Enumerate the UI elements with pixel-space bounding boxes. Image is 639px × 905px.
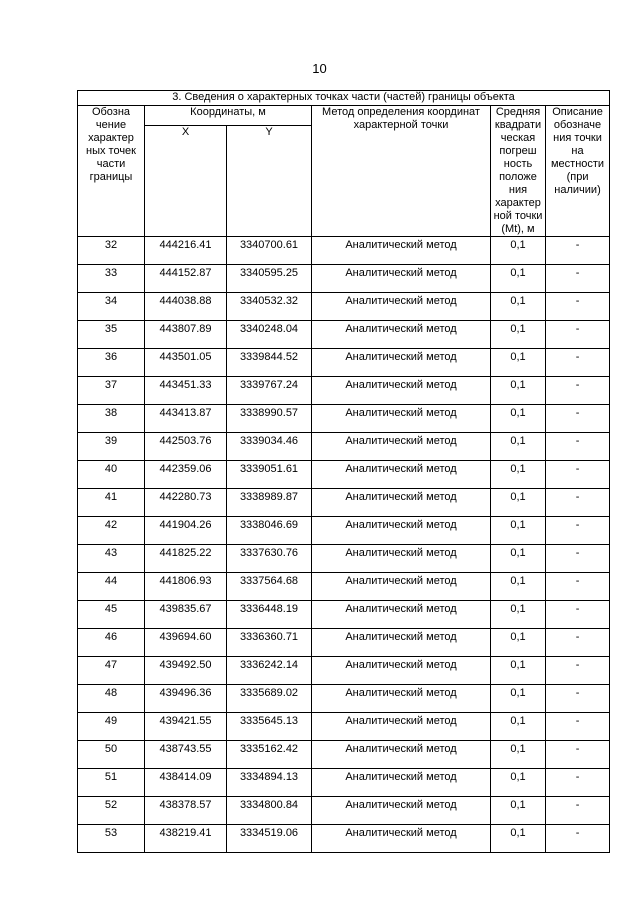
y-coordinate-cell: 3339844.52 bbox=[227, 349, 312, 377]
x-coordinate-cell: 441825.22 bbox=[145, 545, 227, 573]
y-coordinate-cell: 3336360.71 bbox=[227, 629, 312, 657]
x-coordinate-cell: 444038.88 bbox=[145, 293, 227, 321]
description-cell: - bbox=[546, 237, 610, 265]
method-cell: Аналитический метод bbox=[312, 769, 491, 797]
x-coordinate-cell: 439694.60 bbox=[145, 629, 227, 657]
method-cell: Аналитический метод bbox=[312, 237, 491, 265]
x-coordinate-cell: 439492.50 bbox=[145, 657, 227, 685]
rms-error-cell: 0,1 bbox=[491, 377, 546, 405]
method-cell: Аналитический метод bbox=[312, 685, 491, 713]
x-coordinate-cell: 438378.57 bbox=[145, 797, 227, 825]
header-x: X bbox=[145, 126, 227, 237]
y-coordinate-cell: 3335645.13 bbox=[227, 713, 312, 741]
description-cell: - bbox=[546, 321, 610, 349]
method-cell: Аналитический метод bbox=[312, 741, 491, 769]
table-row bbox=[78, 377, 610, 405]
method-cell: Аналитический метод bbox=[312, 657, 491, 685]
rms-error-cell: 0,1 bbox=[491, 685, 546, 713]
rms-error-cell: 0,1 bbox=[491, 797, 546, 825]
point-number-cell: 48 bbox=[78, 685, 145, 713]
description-cell: - bbox=[546, 797, 610, 825]
x-coordinate-cell: 443413.87 bbox=[145, 405, 227, 433]
description-cell: - bbox=[546, 405, 610, 433]
rms-error-cell: 0,1 bbox=[491, 405, 546, 433]
section-title-row bbox=[78, 91, 610, 106]
point-number-cell: 46 bbox=[78, 629, 145, 657]
table-row bbox=[78, 237, 610, 265]
method-cell: Аналитический метод bbox=[312, 797, 491, 825]
y-coordinate-cell: 3337564.68 bbox=[227, 573, 312, 601]
rms-error-cell: 0,1 bbox=[491, 489, 546, 517]
point-number-cell: 51 bbox=[78, 769, 145, 797]
y-coordinate-cell: 3335162.42 bbox=[227, 741, 312, 769]
point-number-cell: 35 bbox=[78, 321, 145, 349]
method-cell: Аналитический метод bbox=[312, 545, 491, 573]
section-title: 3. Сведения о характерных точках части (частей) границы объекта bbox=[78, 91, 610, 106]
point-number-cell: 39 bbox=[78, 433, 145, 461]
rms-error-cell: 0,1 bbox=[491, 769, 546, 797]
y-coordinate-cell: 3336242.14 bbox=[227, 657, 312, 685]
y-coordinate-cell: 3338990.57 bbox=[227, 405, 312, 433]
y-coordinate-cell: 3339767.24 bbox=[227, 377, 312, 405]
y-coordinate-cell: 3334800.84 bbox=[227, 797, 312, 825]
table-row bbox=[78, 573, 610, 601]
description-cell: - bbox=[546, 489, 610, 517]
point-number-cell: 37 bbox=[78, 377, 145, 405]
method-cell: Аналитический метод bbox=[312, 629, 491, 657]
method-cell: Аналитический метод bbox=[312, 573, 491, 601]
rms-error-cell: 0,1 bbox=[491, 713, 546, 741]
method-cell: Аналитический метод bbox=[312, 349, 491, 377]
table-row bbox=[78, 321, 610, 349]
point-number-cell: 40 bbox=[78, 461, 145, 489]
rms-error-cell: 0,1 bbox=[491, 237, 546, 265]
rms-error-cell: 0,1 bbox=[491, 629, 546, 657]
description-cell: - bbox=[546, 657, 610, 685]
table-row bbox=[78, 349, 610, 377]
table-row bbox=[78, 433, 610, 461]
point-number-cell: 53 bbox=[78, 825, 145, 853]
point-number-cell: 45 bbox=[78, 601, 145, 629]
x-coordinate-cell: 444152.87 bbox=[145, 265, 227, 293]
point-number-cell: 41 bbox=[78, 489, 145, 517]
y-coordinate-cell: 3339051.61 bbox=[227, 461, 312, 489]
method-cell: Аналитический метод bbox=[312, 825, 491, 853]
description-cell: - bbox=[546, 517, 610, 545]
header-coordinates: Координаты, м bbox=[145, 106, 312, 126]
table-row bbox=[78, 545, 610, 573]
rms-error-cell: 0,1 bbox=[491, 601, 546, 629]
x-coordinate-cell: 438414.09 bbox=[145, 769, 227, 797]
rms-error-cell: 0,1 bbox=[491, 825, 546, 853]
rms-error-cell: 0,1 bbox=[491, 741, 546, 769]
y-coordinate-cell: 3338046.69 bbox=[227, 517, 312, 545]
rms-error-cell: 0,1 bbox=[491, 293, 546, 321]
table-row bbox=[78, 713, 610, 741]
rms-error-cell: 0,1 bbox=[491, 433, 546, 461]
y-coordinate-cell: 3340595.25 bbox=[227, 265, 312, 293]
x-coordinate-cell: 442359.06 bbox=[145, 461, 227, 489]
table-row bbox=[78, 461, 610, 489]
table-row bbox=[78, 489, 610, 517]
method-cell: Аналитический метод bbox=[312, 405, 491, 433]
page-number: 10 bbox=[312, 61, 327, 76]
y-coordinate-cell: 3337630.76 bbox=[227, 545, 312, 573]
table-row bbox=[78, 769, 610, 797]
rms-error-cell: 0,1 bbox=[491, 657, 546, 685]
boundary-points-table bbox=[77, 90, 610, 853]
method-cell: Аналитический метод bbox=[312, 461, 491, 489]
rms-error-cell: 0,1 bbox=[491, 461, 546, 489]
x-coordinate-cell: 442280.73 bbox=[145, 489, 227, 517]
method-cell: Аналитический метод bbox=[312, 713, 491, 741]
table-row bbox=[78, 293, 610, 321]
method-cell: Аналитический метод bbox=[312, 293, 491, 321]
point-number-cell: 34 bbox=[78, 293, 145, 321]
y-coordinate-cell: 3334894.13 bbox=[227, 769, 312, 797]
method-cell: Аналитический метод bbox=[312, 433, 491, 461]
description-cell: - bbox=[546, 601, 610, 629]
point-number-cell: 43 bbox=[78, 545, 145, 573]
y-coordinate-cell: 3334519.06 bbox=[227, 825, 312, 853]
table-row bbox=[78, 685, 610, 713]
header-point-designation: Обозна чение характер ных точек части границы bbox=[78, 106, 145, 237]
y-coordinate-cell: 3340700.61 bbox=[227, 237, 312, 265]
method-cell: Аналитический метод bbox=[312, 601, 491, 629]
rms-error-cell: 0,1 bbox=[491, 265, 546, 293]
description-cell: - bbox=[546, 769, 610, 797]
x-coordinate-cell: 443501.05 bbox=[145, 349, 227, 377]
rms-error-cell: 0,1 bbox=[491, 573, 546, 601]
x-coordinate-cell: 441806.93 bbox=[145, 573, 227, 601]
y-coordinate-cell: 3340248.04 bbox=[227, 321, 312, 349]
point-number-cell: 42 bbox=[78, 517, 145, 545]
rms-error-cell: 0,1 bbox=[491, 321, 546, 349]
y-coordinate-cell: 3338989.87 bbox=[227, 489, 312, 517]
header-rms-error: Средняя квадрати ческая погреш ность положе ния характер ной точки (Mt), м bbox=[491, 106, 546, 237]
x-coordinate-cell: 439835.67 bbox=[145, 601, 227, 629]
table-row bbox=[78, 405, 610, 433]
x-coordinate-cell: 442503.76 bbox=[145, 433, 227, 461]
y-coordinate-cell: 3335689.02 bbox=[227, 685, 312, 713]
rms-error-cell: 0,1 bbox=[491, 349, 546, 377]
description-cell: - bbox=[546, 349, 610, 377]
x-coordinate-cell: 439421.55 bbox=[145, 713, 227, 741]
method-cell: Аналитический метод bbox=[312, 321, 491, 349]
x-coordinate-cell: 441904.26 bbox=[145, 517, 227, 545]
description-cell: - bbox=[546, 293, 610, 321]
point-number-cell: 50 bbox=[78, 741, 145, 769]
description-cell: - bbox=[546, 629, 610, 657]
x-coordinate-cell: 443451.33 bbox=[145, 377, 227, 405]
y-coordinate-cell: 3340532.32 bbox=[227, 293, 312, 321]
method-cell: Аналитический метод bbox=[312, 265, 491, 293]
table-row bbox=[78, 657, 610, 685]
method-cell: Аналитический метод bbox=[312, 517, 491, 545]
description-cell: - bbox=[546, 433, 610, 461]
point-number-cell: 38 bbox=[78, 405, 145, 433]
description-cell: - bbox=[546, 825, 610, 853]
point-number-cell: 44 bbox=[78, 573, 145, 601]
point-number-cell: 33 bbox=[78, 265, 145, 293]
table-row bbox=[78, 265, 610, 293]
rms-error-cell: 0,1 bbox=[491, 545, 546, 573]
point-number-cell: 49 bbox=[78, 713, 145, 741]
x-coordinate-cell: 438219.41 bbox=[145, 825, 227, 853]
table-row bbox=[78, 517, 610, 545]
table-row bbox=[78, 797, 610, 825]
point-number-cell: 32 bbox=[78, 237, 145, 265]
header-description: Описание обозначе ния точки на местности (при наличии) bbox=[546, 106, 610, 237]
description-cell: - bbox=[546, 685, 610, 713]
table-row bbox=[78, 601, 610, 629]
method-cell: Аналитический метод bbox=[312, 489, 491, 517]
point-number-cell: 36 bbox=[78, 349, 145, 377]
header-method: Метод определения координат характерной точки bbox=[312, 106, 491, 237]
x-coordinate-cell: 443807.89 bbox=[145, 321, 227, 349]
y-coordinate-cell: 3336448.19 bbox=[227, 601, 312, 629]
header-y: Y bbox=[227, 126, 312, 237]
point-number-cell: 47 bbox=[78, 657, 145, 685]
method-cell: Аналитический метод bbox=[312, 377, 491, 405]
description-cell: - bbox=[546, 573, 610, 601]
description-cell: - bbox=[546, 461, 610, 489]
x-coordinate-cell: 439496.36 bbox=[145, 685, 227, 713]
description-cell: - bbox=[546, 377, 610, 405]
x-coordinate-cell: 444216.41 bbox=[145, 237, 227, 265]
description-cell: - bbox=[546, 545, 610, 573]
description-cell: - bbox=[546, 741, 610, 769]
table-row bbox=[78, 825, 610, 853]
table-row bbox=[78, 629, 610, 657]
description-cell: - bbox=[546, 713, 610, 741]
rms-error-cell: 0,1 bbox=[491, 517, 546, 545]
header-row bbox=[78, 106, 610, 126]
x-coordinate-cell: 438743.55 bbox=[145, 741, 227, 769]
description-cell: - bbox=[546, 265, 610, 293]
y-coordinate-cell: 3339034.46 bbox=[227, 433, 312, 461]
point-number-cell: 52 bbox=[78, 797, 145, 825]
table-row bbox=[78, 741, 610, 769]
